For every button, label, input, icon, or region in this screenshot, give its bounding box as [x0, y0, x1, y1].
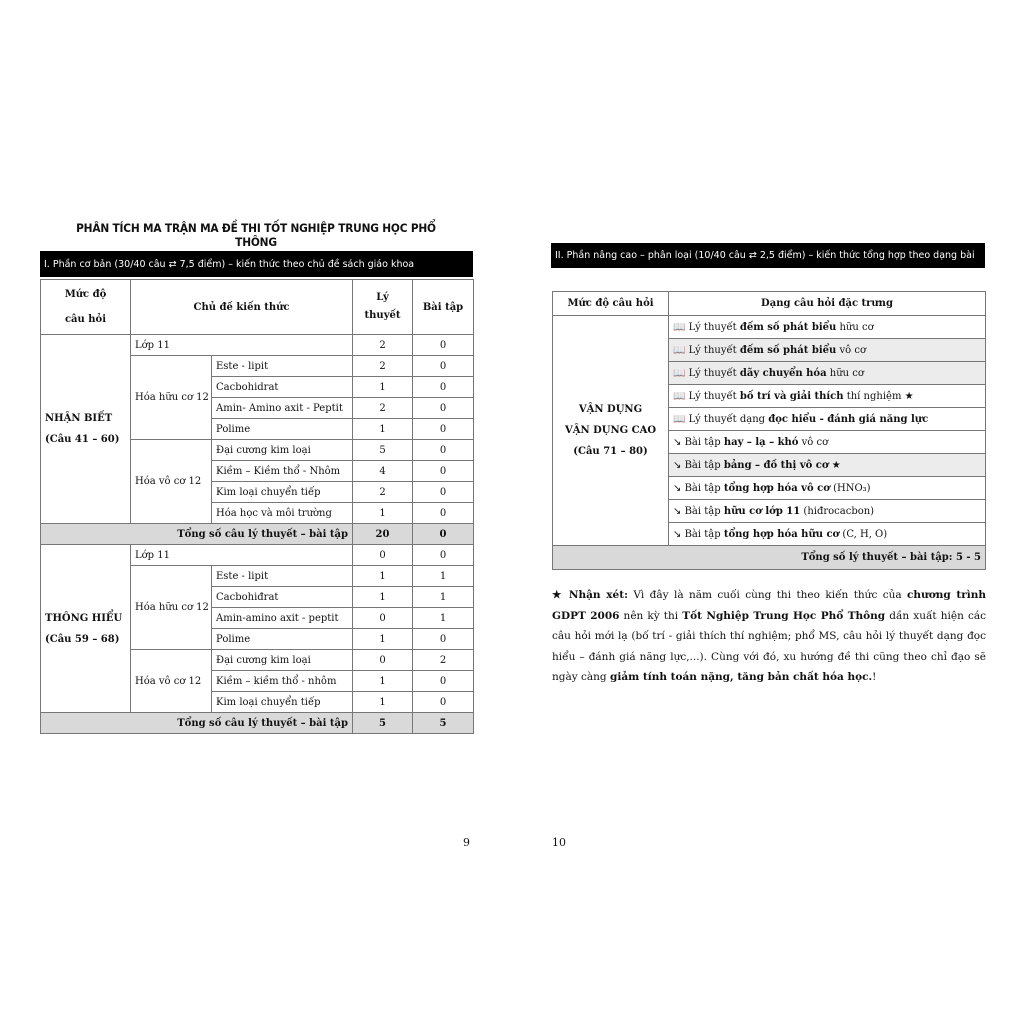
- group-vo-co: Hóa vô cơ 12: [131, 650, 212, 713]
- arrow-icon: ↘: [673, 482, 682, 494]
- exercise-cell: 1: [413, 566, 474, 587]
- level-van-dung: [553, 316, 669, 546]
- book-icon: 📖: [673, 321, 686, 333]
- exercise-cell: 0: [413, 503, 474, 524]
- topic-cell: Kim loại chuyển tiếp: [212, 482, 353, 503]
- type-text: Lý thuyết dạng: [688, 413, 769, 425]
- theory-cell: 1: [353, 629, 413, 650]
- type-text: Bài tập: [684, 528, 724, 540]
- type-text: hữu cơ: [836, 321, 874, 333]
- total-label: Tổng số lý thuyết – bài tập: 5 - 5: [553, 546, 986, 570]
- theory-cell: 2: [353, 335, 413, 356]
- type-emphasis: bảng – đồ thị vô cơ: [723, 459, 829, 471]
- topic-cell: Kiềm – kiềm thổ - nhôm: [212, 671, 353, 692]
- level-line: (Câu 71 – 80): [573, 446, 648, 457]
- theory-cell: 2: [353, 482, 413, 503]
- level-range: (Câu 41 – 60): [45, 434, 120, 445]
- total-row: [553, 546, 986, 570]
- arrow-icon: ↘: [673, 459, 682, 471]
- type-text: Bài tập: [684, 436, 724, 448]
- topic-cell: Polime: [212, 419, 353, 440]
- theory-cell: 5: [353, 440, 413, 461]
- type-text: (C, H, O): [839, 528, 888, 540]
- question-type-cell: [669, 431, 986, 454]
- group-huu-co: Hóa hữu cơ 12: [131, 356, 212, 440]
- question-type-cell: [669, 454, 986, 477]
- question-type-cell: [669, 500, 986, 523]
- type-text: (HNO₃): [829, 482, 871, 494]
- exercise-cell: 0: [413, 461, 474, 482]
- total-row: [41, 713, 474, 734]
- topic-cell: Lớp 11: [131, 335, 353, 356]
- type-text: vô cơ: [836, 344, 866, 356]
- type-emphasis: bố trí và giải thích: [739, 390, 844, 402]
- theory-cell: 1: [353, 503, 413, 524]
- header-level-line2: câu hỏi: [64, 314, 107, 325]
- header-topic: Chủ đề kiến thức: [131, 280, 353, 335]
- type-emphasis: tổng hợp hóa hữu cơ: [723, 528, 840, 540]
- exercise-cell: 0: [413, 692, 474, 713]
- theory-cell: 0: [353, 545, 413, 566]
- question-type-cell: [669, 362, 986, 385]
- arrow-icon: ↘: [673, 436, 682, 448]
- total-exercise: 5: [413, 713, 474, 734]
- theory-cell: 2: [353, 356, 413, 377]
- type-emphasis: hữu cơ lớp 11: [723, 505, 801, 517]
- topic-cell: Polime: [212, 629, 353, 650]
- type-text: hữu cơ: [826, 367, 864, 379]
- book-icon: 📖: [673, 367, 686, 379]
- header-type: Dạng câu hỏi đặc trưng: [669, 292, 986, 316]
- level-thong-hieu: [41, 545, 131, 713]
- theory-cell: 1: [353, 419, 413, 440]
- page-number-right: 10: [552, 836, 566, 849]
- table-row: [41, 335, 474, 356]
- exercise-cell: 0: [413, 440, 474, 461]
- topic-cell: Đại cương kim loại: [212, 440, 353, 461]
- remark-lead: Nhận xét:: [568, 589, 628, 601]
- exercise-cell: 0: [413, 356, 474, 377]
- theory-cell: 0: [353, 608, 413, 629]
- type-emphasis: dãy chuyển hóa: [739, 367, 827, 379]
- type-text: Lý thuyết: [688, 390, 740, 402]
- type-emphasis: đọc hiểu - đánh giá năng lực: [768, 413, 929, 425]
- theory-cell: 1: [353, 377, 413, 398]
- exercise-cell: 0: [413, 629, 474, 650]
- question-type-cell: [669, 316, 986, 339]
- question-type-cell: [669, 385, 986, 408]
- exercise-cell: 1: [413, 587, 474, 608]
- level-name: THÔNG HIỂU: [45, 612, 123, 624]
- group-vo-co: Hóa vô cơ 12: [131, 440, 212, 524]
- theory-cell: 1: [353, 671, 413, 692]
- exercise-cell: 0: [413, 335, 474, 356]
- exercise-cell: 0: [413, 671, 474, 692]
- type-text: Lý thuyết: [688, 321, 740, 333]
- remark-text: Vì đây là năm cuối cùng thi theo kiến thức của: [627, 589, 908, 601]
- group-huu-co: Hóa hữu cơ 12: [131, 566, 212, 650]
- type-text: Lý thuyết: [688, 344, 740, 356]
- type-text: vô cơ: [798, 436, 829, 448]
- type-emphasis: tổng hợp hóa vô cơ: [723, 482, 830, 494]
- topic-cell: Kiềm – Kiềm thổ - Nhôm: [212, 461, 353, 482]
- type-emphasis: đếm số phát biểu: [739, 321, 837, 333]
- theory-cell: 1: [353, 566, 413, 587]
- theory-cell: 1: [353, 692, 413, 713]
- total-exercise: 0: [413, 524, 474, 545]
- remark-text: nên kỳ thi: [619, 609, 683, 622]
- level-nhan-biet: [41, 335, 131, 524]
- total-theory: 5: [353, 713, 413, 734]
- topic-cell: Lớp 11: [131, 545, 353, 566]
- table-header-row: [553, 292, 986, 316]
- question-type-cell: [669, 477, 986, 500]
- topic-cell: Amin-amino axit - peptit: [212, 608, 353, 629]
- table-row: [553, 316, 986, 339]
- section-bar-advanced: II. Phần nâng cao – phân loại (10/40 câu ⇄ 2,5 điểm) – kiến thức tổng hợp theo dạng bài: [551, 243, 985, 268]
- table-row: [41, 545, 474, 566]
- exercise-cell: 2: [413, 650, 474, 671]
- book-icon: 📖: [673, 344, 686, 356]
- topic-cell: Este - lipit: [212, 566, 353, 587]
- type-text: Bài tập: [684, 505, 724, 517]
- remark-bold: chương trình GDPT 2006: [552, 589, 987, 622]
- exercise-cell: 0: [413, 419, 474, 440]
- remark-text: !: [872, 671, 877, 683]
- theory-cell: 2: [353, 398, 413, 419]
- arrow-icon: ↘: [673, 528, 682, 540]
- header-theory: [353, 280, 413, 335]
- question-type-cell: [669, 523, 986, 546]
- basic-matrix-table: [40, 279, 474, 734]
- remark-paragraph: [552, 585, 986, 688]
- header-level: [41, 280, 131, 335]
- topic-cell: Hóa học và môi trường: [212, 503, 353, 524]
- type-text: thí nghiệm ★: [843, 390, 914, 402]
- question-type-cell: [669, 339, 986, 362]
- table-header-row: [41, 280, 474, 335]
- type-text: ★: [828, 459, 841, 471]
- topic-cell: Amin- Amino axit - Peptit: [212, 398, 353, 419]
- book-icon: 📖: [673, 413, 686, 425]
- exercise-cell: 0: [413, 377, 474, 398]
- header-level-line1: Mức độ: [64, 289, 107, 300]
- type-text: Bài tập: [684, 459, 724, 471]
- level-line: VẬN DỤNG CAO: [564, 425, 657, 436]
- total-label: Tổng số câu lý thuyết – bài tập: [41, 713, 353, 734]
- theory-cell: 4: [353, 461, 413, 482]
- level-line: VẬN DỤNG: [578, 404, 643, 415]
- topic-cell: Kim loại chuyển tiếp: [212, 692, 353, 713]
- star-icon: ★: [552, 589, 564, 601]
- total-row: [41, 524, 474, 545]
- type-emphasis: đếm số phát biểu: [739, 344, 837, 356]
- type-text: Lý thuyết: [688, 367, 740, 379]
- total-theory: 20: [353, 524, 413, 545]
- theory-cell: 0: [353, 650, 413, 671]
- total-label: Tổng số câu lý thuyết – bài tập: [41, 524, 353, 545]
- advanced-matrix-table: [552, 291, 986, 570]
- header-theory-line2: thuyết: [364, 310, 401, 321]
- question-type-cell: [669, 408, 986, 431]
- exercise-cell: 0: [413, 482, 474, 503]
- remark-text: dần xuất hiện các câu hỏi mới lạ (bố trí - giải thích thí nghiệm; phổ MS, câu hỏi lý thuyết dạng đọc hiểu – đánh giá năng lực,...). Cùng với đó, xu hướng đề thi cũng theo chỉ đạo sẽ ngày càng: [552, 609, 986, 683]
- header-level: Mức độ câu hỏi: [553, 292, 669, 316]
- topic-cell: Este - lipit: [212, 356, 353, 377]
- type-emphasis: hay – lạ – khó: [723, 436, 799, 448]
- level-range: (Câu 59 – 68): [45, 633, 120, 645]
- exercise-cell: 0: [413, 398, 474, 419]
- type-text: Bài tập: [684, 482, 724, 494]
- topic-cell: Cacbohiđrat: [212, 587, 353, 608]
- header-exercise: Bài tập: [413, 280, 474, 335]
- theory-cell: 1: [353, 587, 413, 608]
- remark-bold: Tốt Nghiệp Trung Học Phổ Thông: [682, 609, 886, 622]
- exercise-cell: 1: [413, 608, 474, 629]
- page-title: PHÂN TÍCH MA TRẬN MA ĐỀ THI TỐT NGHIỆP TRUNG HỌC PHỔ THÔNG: [76, 221, 436, 249]
- book-icon: 📖: [673, 390, 686, 402]
- level-name: NHẬN BIẾT: [45, 413, 113, 424]
- remark-bold: giảm tính toán nặng, tăng bản chất hóa học.: [609, 671, 873, 683]
- arrow-icon: ↘: [673, 505, 682, 517]
- exercise-cell: 0: [413, 545, 474, 566]
- section-bar-basic: I. Phần cơ bản (30/40 câu ⇄ 7,5 điểm) – kiến thức theo chủ đề sách giáo khoa: [40, 251, 473, 277]
- topic-cell: Đại cương kim loại: [212, 650, 353, 671]
- page-number-left: 9: [463, 836, 470, 849]
- header-theory-line1: Lý: [376, 292, 389, 303]
- topic-cell: Cacbohidrat: [212, 377, 353, 398]
- type-text: (hiđrocacbon): [800, 505, 875, 517]
